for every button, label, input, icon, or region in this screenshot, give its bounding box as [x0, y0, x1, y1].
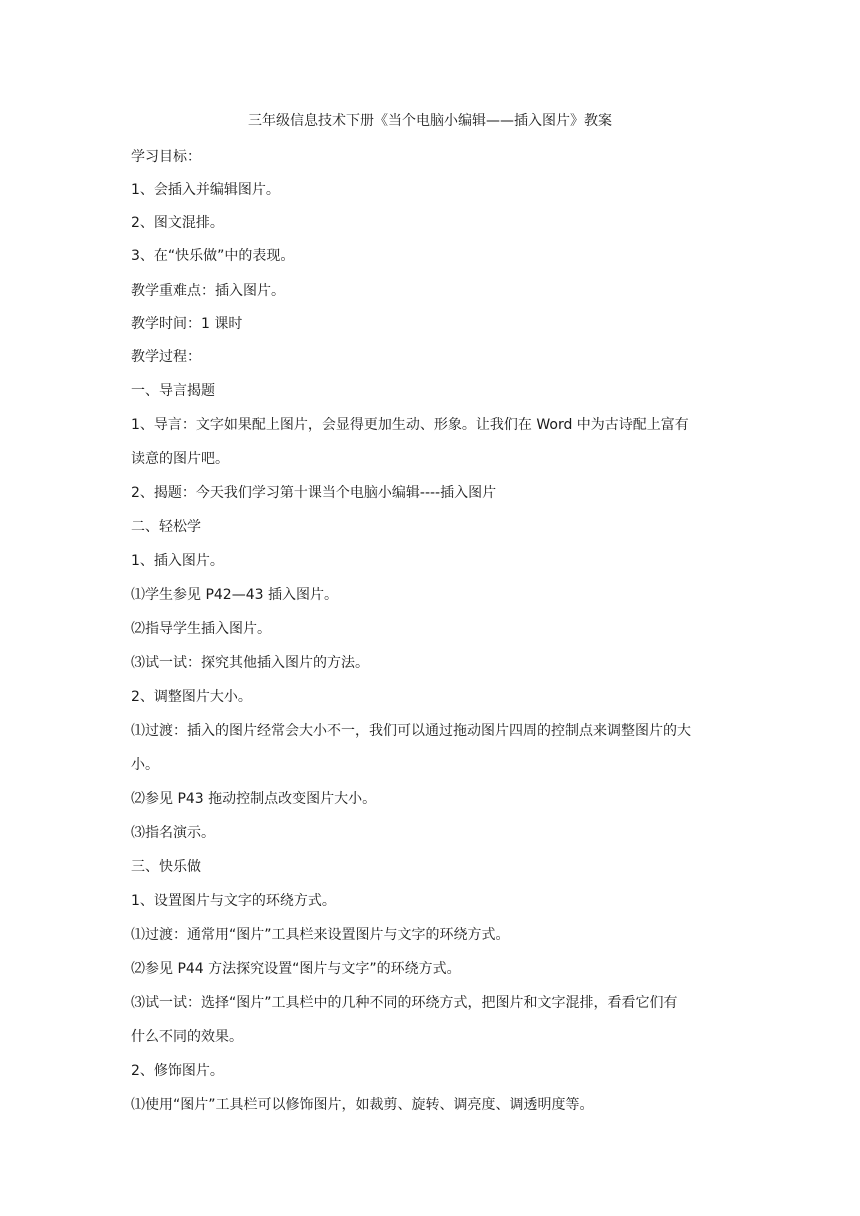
line-insert-picture: 1、插入图片。	[131, 553, 224, 569]
section-heading-intro: 一、导言揭题	[131, 383, 215, 399]
line-goal-3: 3、在“快乐做”中的表现。	[131, 248, 295, 264]
line-decorate-picture: 2、修饰图片。	[131, 1063, 224, 1079]
section-heading-easy-learn: 二、轻松学	[131, 519, 201, 535]
line-wrap-step-2: ⑵参见 P44 方法探究设置“图片与文字”的环绕方式。	[131, 961, 461, 977]
line-resize-step-2: ⑵参见 P43 拖动控制点改变图片大小。	[131, 791, 377, 807]
line-wrap-setting: 1、设置图片与文字的环绕方式。	[131, 893, 336, 909]
line-intro-1: 1、导言：文字如果配上图片，会显得更加生动、形象。让我们在 Word 中为古诗配上富有	[131, 417, 689, 433]
line-key-points: 教学重难点：插入图片。	[131, 283, 285, 299]
line-intro-1-cont: 读意的图片吧。	[131, 451, 229, 467]
line-goal-1: 1、会插入并编辑图片。	[131, 182, 280, 198]
line-intro-2: 2、揭题：今天我们学习第十课当个电脑小编辑----插入图片	[131, 485, 497, 501]
line-insert-step-1: ⑴学生参见 P42—43 插入图片。	[131, 587, 338, 603]
line-resize-step-1: ⑴过渡：插入的图片经常会大小不一，我们可以通过拖动图片四周的控制点来调整图片的大	[131, 723, 691, 739]
line-teaching-process: 教学过程：	[131, 349, 201, 365]
line-resize-picture: 2、调整图片大小。	[131, 689, 252, 705]
line-wrap-step-3-cont: 什么不同的效果。	[131, 1029, 243, 1045]
line-decorate-step-1: ⑴使用“图片”工具栏可以修饰图片，如裁剪、旋转、调亮度、调透明度等。	[131, 1097, 594, 1113]
line-goal-2: 2、图文混排。	[131, 215, 224, 231]
line-resize-step-3: ⑶指名演示。	[131, 825, 215, 841]
document-title: 三年级信息技术下册《当个电脑小编辑——插入图片》教案	[248, 113, 612, 129]
line-wrap-step-1: ⑴过渡：通常用“图片”工具栏来设置图片与文字的环绕方式。	[131, 927, 510, 943]
line-teaching-time: 教学时间：1 课时	[131, 316, 243, 332]
line-learning-goals: 学习目标：	[131, 149, 201, 165]
line-wrap-step-3: ⑶试一试：选择“图片”工具栏中的几种不同的环绕方式，把图片和文字混排，看看它们有	[131, 995, 678, 1011]
section-heading-happy-do: 三、快乐做	[131, 859, 201, 875]
line-insert-step-3: ⑶试一试：探究其他插入图片的方法。	[131, 655, 369, 671]
line-insert-step-2: ⑵指导学生插入图片。	[131, 621, 271, 637]
line-resize-step-1-cont: 小。	[131, 757, 159, 773]
